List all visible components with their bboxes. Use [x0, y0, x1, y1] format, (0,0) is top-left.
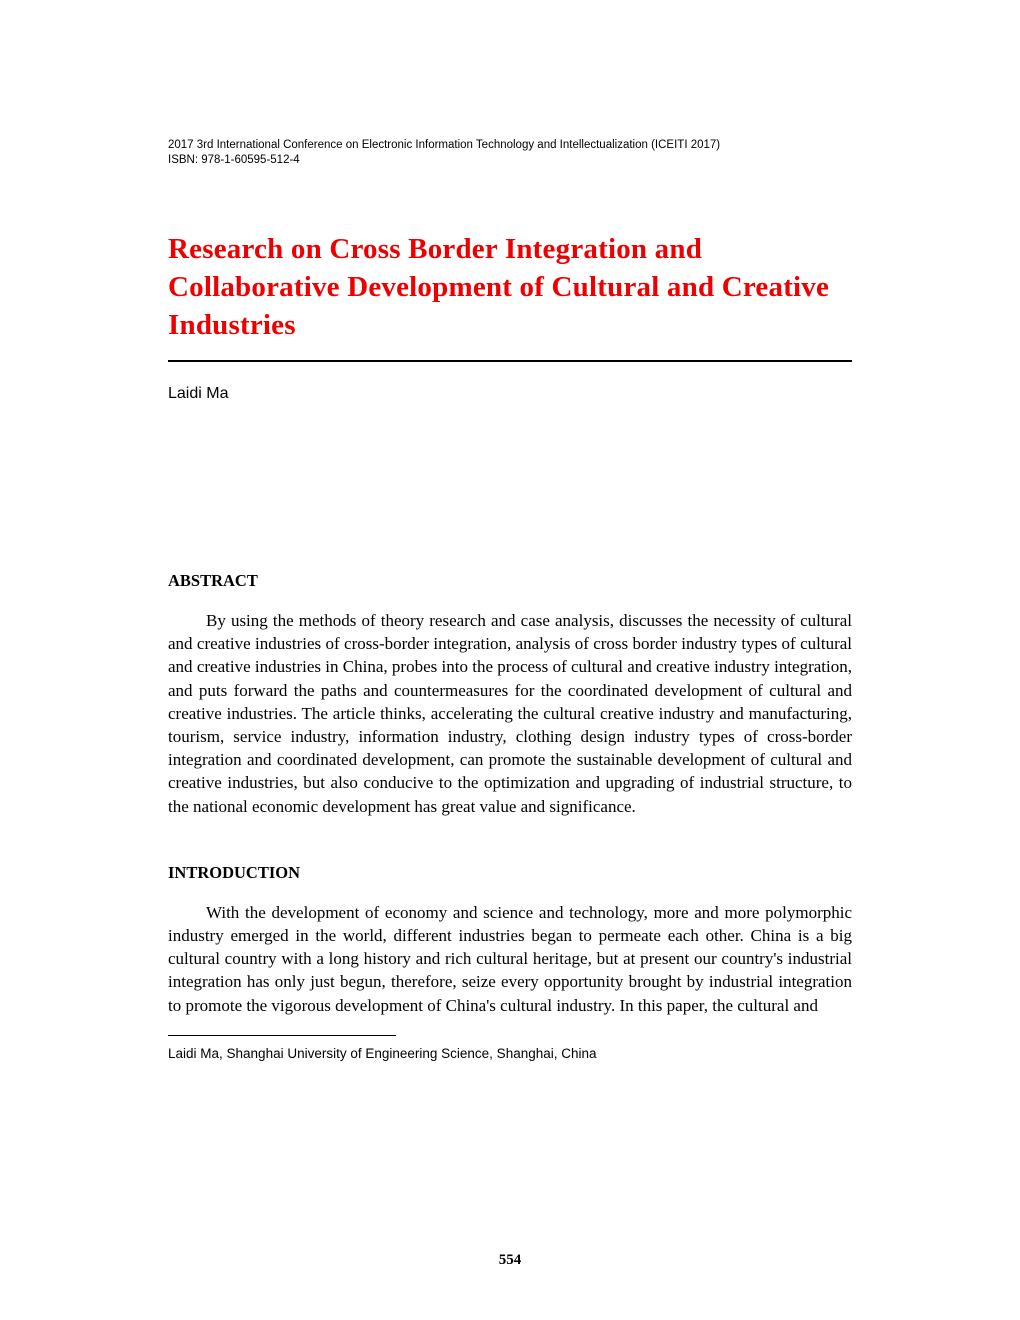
introduction-heading: INTRODUCTION — [168, 862, 301, 882]
paper-title: Research on Cross Border Integration and Collaborative Development of Cultural and Creative Industries — [168, 233, 830, 341]
conference-header — [168, 138, 852, 168]
abstract-body: By using the methods of theory research and case analysis, discusses the necessity of cultural and creative industries of cross-border integration, analysis of cross border industry types of cultural and creative industries in China, probes into the process of cultural and creative industry integration, and puts forward the paths and countermeasures for the coordinated development of cultural and creative industries. The article thinks, accelerating the cultural creative industry and manufacturing, tourism, service industry, information industry, clothing design industry types of cross-border integration and coordinated development, can promote the sustainable development of cultural and creative industries, but also conducive to the optimization and upgrading of industrial structure, to the national economic development has great value and significance. — [168, 611, 852, 816]
abstract-heading: ABSTRACT — [168, 571, 258, 590]
footnote-block — [168, 1035, 852, 1062]
isbn-line: ISBN: 978-1-60595-512-4 — [168, 154, 300, 166]
footnote-rule — [168, 1035, 396, 1036]
author-name: Laidi Ma — [168, 385, 229, 402]
footnote-text: Laidi Ma, Shanghai University of Engineering Science, Shanghai, China — [168, 1045, 597, 1061]
title-rule — [168, 360, 852, 362]
page-number: 554 — [498, 1252, 522, 1268]
introduction-section — [168, 862, 852, 1017]
introduction-body: With the development of economy and science and technology, more and more polymorphic industry emerged in the world, different industries began to permeate each other. China is a big cultural country with a long history and rich cultural heritage, but at present our country's industrial integration has only just begun, therefore, seize every opportunity brought by industrial integration to promote the vigorous development of China's cultural industry. In this paper, the cultural and — [168, 902, 852, 1015]
conference-title-line: 2017 3rd International Conference on Electronic Information Technology and Intellectualization (ICEITI 2017) — [168, 139, 721, 151]
abstract-section — [168, 570, 852, 818]
